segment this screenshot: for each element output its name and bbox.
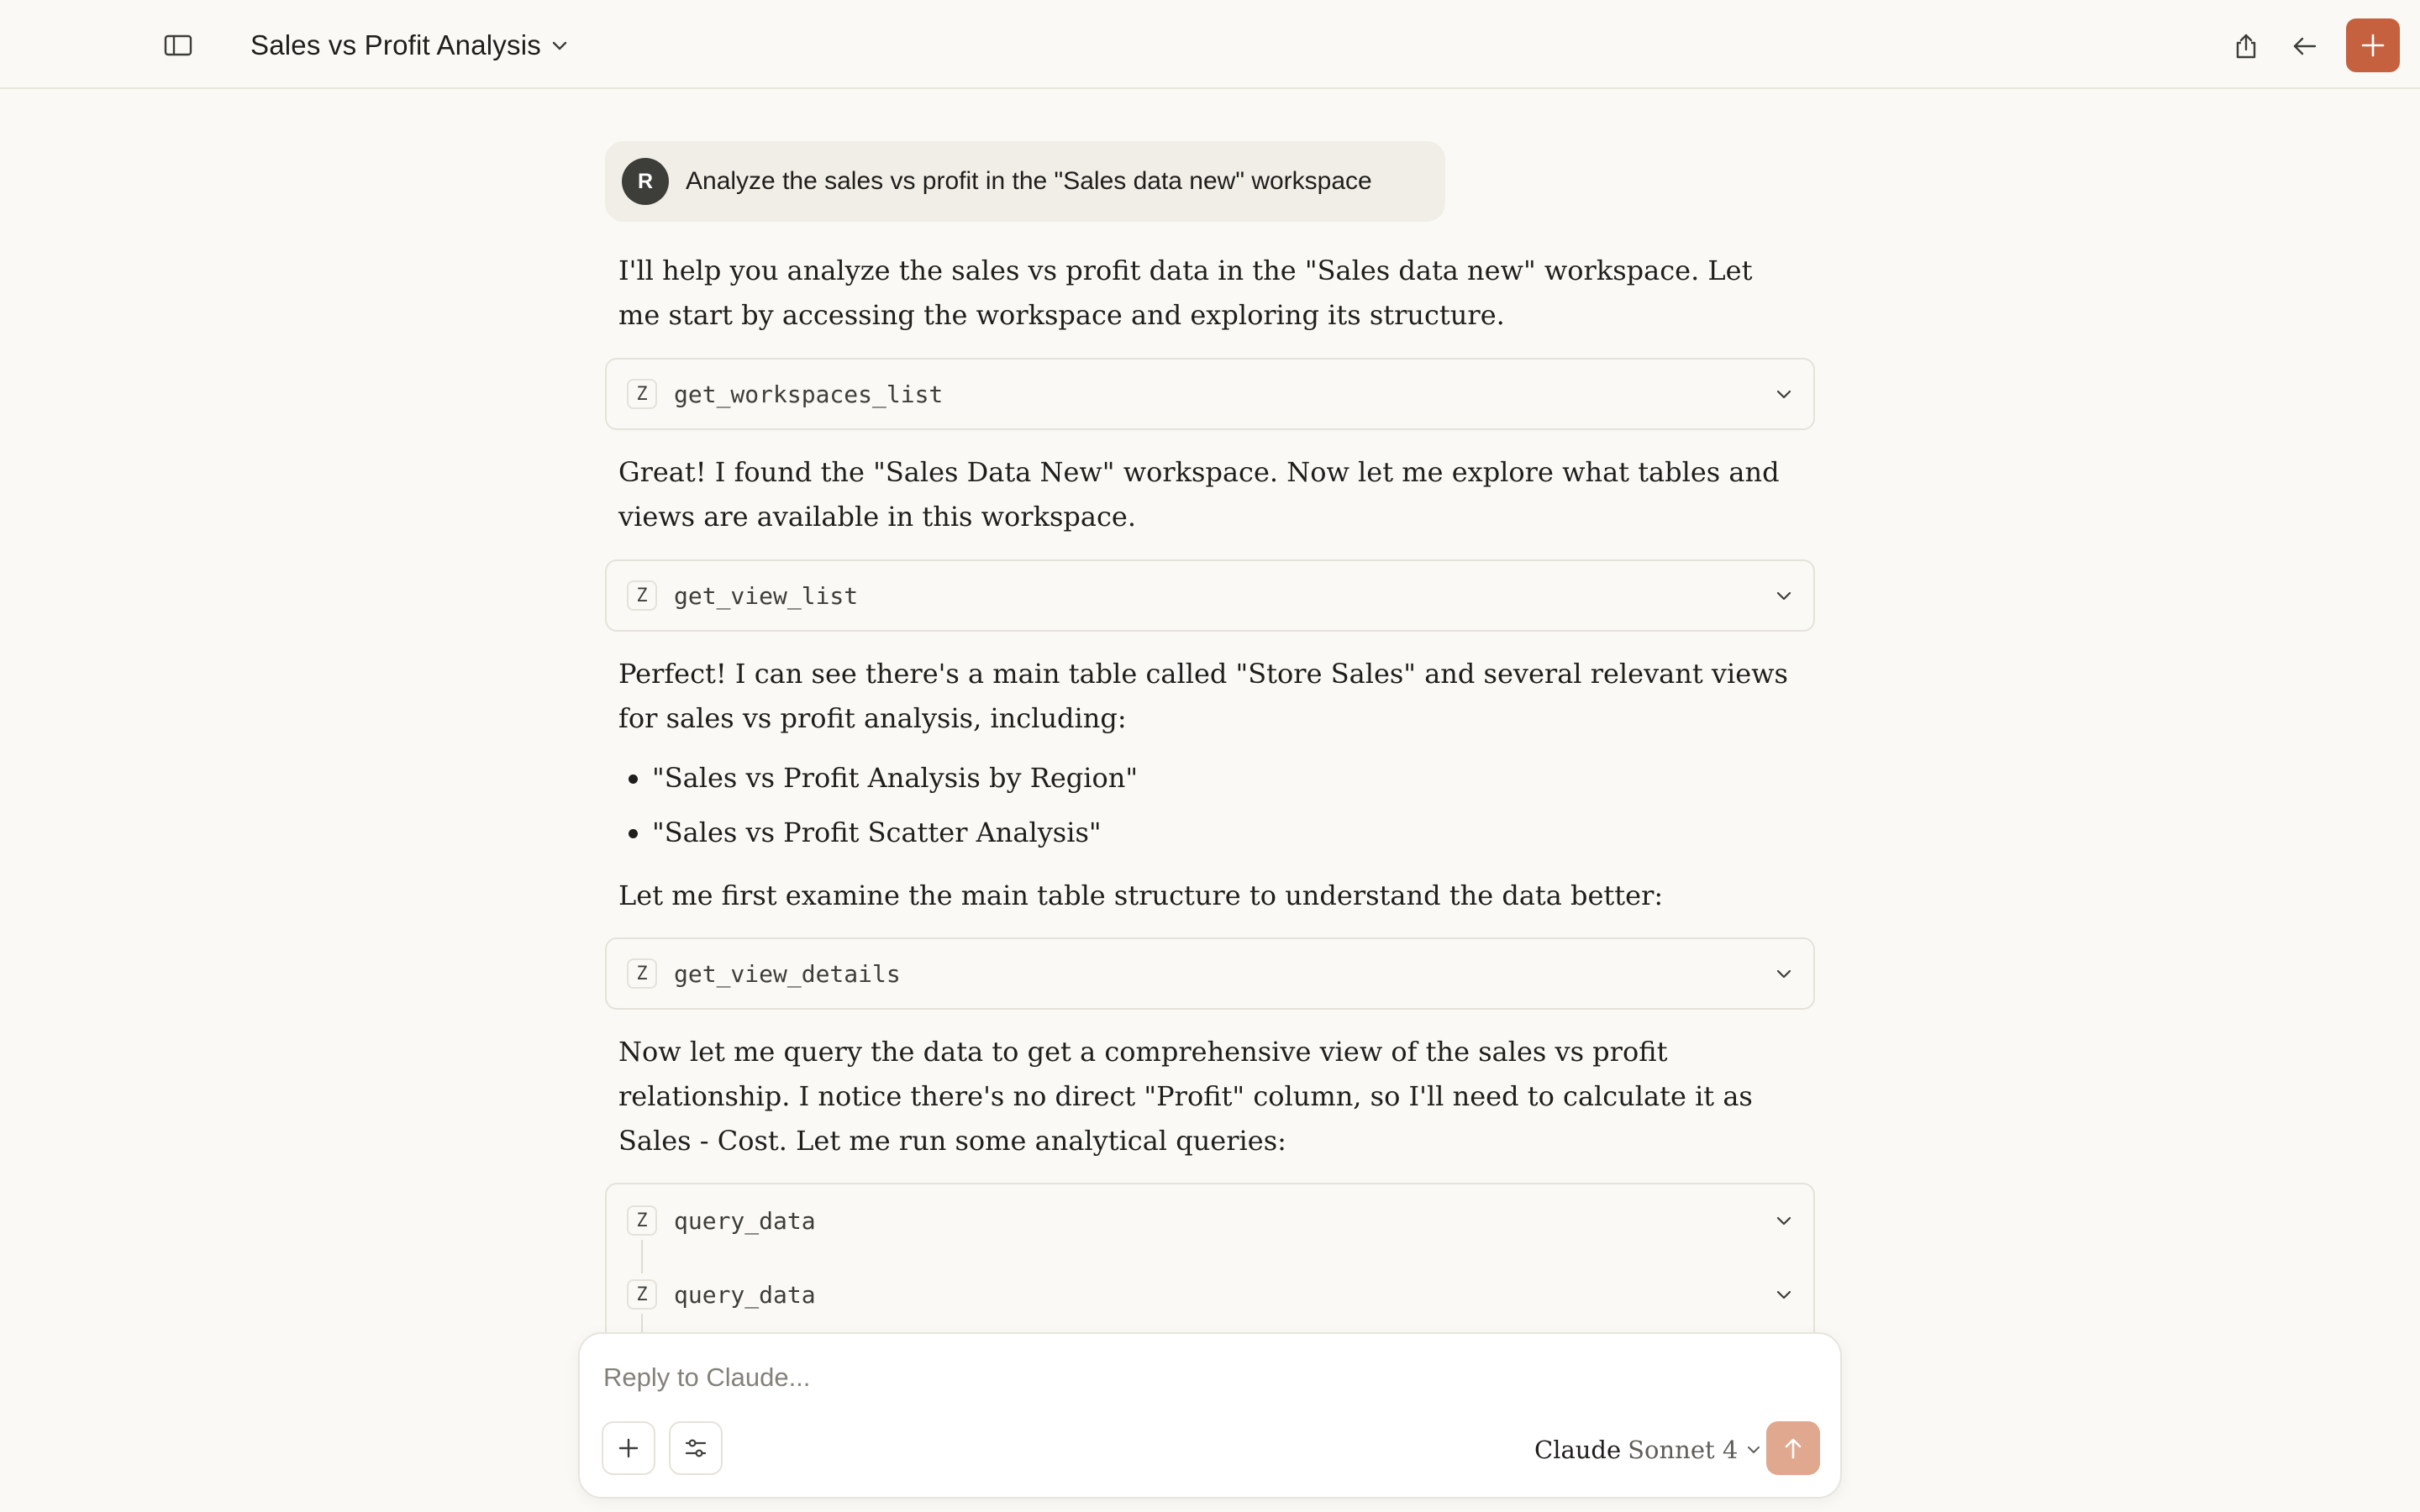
assistant-paragraph: I'll help you analyze the sales vs profit data in the "Sales data new" workspace. Let me start by accessing the workspace and exploring its structure. <box>618 255 1753 331</box>
sidebar-toggle-button[interactable] <box>160 30 197 60</box>
model-selector[interactable] <box>1534 1431 1761 1468</box>
new-chat-button[interactable] <box>2346 18 2400 72</box>
tool-connector <box>641 1240 643 1273</box>
chevron-down-icon <box>1775 1285 1793 1304</box>
arrow-left-icon <box>2291 34 2318 58</box>
chevron-down-icon <box>1746 1445 1761 1455</box>
conversation-title-menu[interactable] <box>250 25 568 66</box>
plus-icon <box>2360 33 2386 58</box>
chevron-down-icon <box>1775 964 1793 983</box>
tool-call-workspaces-list[interactable] <box>605 358 1815 430</box>
chevron-down-icon <box>1775 385 1793 403</box>
list-item: "Sales vs Profit Analysis by Region" <box>618 756 1795 801</box>
chevron-down-icon <box>1775 586 1793 605</box>
tool-name: query_data <box>674 1280 816 1309</box>
reply-input[interactable] <box>603 1354 1813 1401</box>
top-bar <box>0 0 2420 89</box>
page-title: Sales vs Profit Analysis <box>250 29 541 60</box>
chevron-down-icon <box>551 39 568 51</box>
tool-name: get_workspaces_list <box>674 380 944 408</box>
send-button[interactable] <box>1766 1421 1820 1475</box>
plus-icon <box>618 1437 639 1459</box>
chevron-down-icon <box>1775 1211 1793 1230</box>
tool-name: get_view_list <box>674 581 859 610</box>
tool-badge: Z <box>627 580 657 611</box>
assistant-paragraph: Great! I found the "Sales Data New" workspace. Now let me explore what tables and views are available in this workspace. <box>618 456 1780 533</box>
tool-call-view-details[interactable] <box>605 937 1815 1010</box>
tool-badge: Z <box>627 379 657 409</box>
share-button[interactable] <box>2225 25 2267 67</box>
sliders-icon <box>684 1437 708 1459</box>
tool-call-query-data[interactable] <box>627 1278 1793 1311</box>
assistant-paragraph: Let me first examine the main table structure to understand the data better: <box>618 879 1664 911</box>
tool-badge: Z <box>627 1279 657 1310</box>
avatar: R <box>622 158 669 205</box>
model-name: Sonnet 4 <box>1628 1436 1739 1464</box>
attach-button[interactable] <box>602 1421 655 1475</box>
tool-badge: Z <box>627 958 657 989</box>
tool-badge: Z <box>627 1205 657 1236</box>
list-item: "Sales vs Profit Scatter Analysis" <box>618 811 1795 855</box>
reply-composer <box>578 1332 1842 1499</box>
tools-settings-button[interactable] <box>669 1421 723 1475</box>
assistant-paragraph: Now let me query the data to get a comprehensive view of the sales vs profit relationship. I notice there's no direct "Profit" column, so I'll need to calculate it as Sales - Cost. Let me run some analytical queries: <box>618 1036 1753 1157</box>
tool-call-query-data[interactable] <box>627 1204 1793 1237</box>
sidebar-toggle-icon <box>164 34 192 57</box>
model-brand: Claude <box>1534 1436 1622 1464</box>
assistant-paragraph: Perfect! I can see there's a main table called "Store Sales" and several relevant views for sales vs profit analysis, including: <box>618 658 1788 734</box>
back-button[interactable] <box>2284 25 2326 67</box>
share-icon <box>2233 33 2259 60</box>
tool-name: query_data <box>674 1206 816 1235</box>
tool-call-view-list[interactable] <box>605 559 1815 632</box>
tool-name: get_view_details <box>674 959 901 988</box>
views-list <box>618 756 1795 855</box>
user-message <box>605 141 1445 222</box>
arrow-up-icon <box>1782 1436 1804 1460</box>
user-message-text: Analyze the sales vs profit in the "Sales data new" workspace <box>686 167 1372 195</box>
